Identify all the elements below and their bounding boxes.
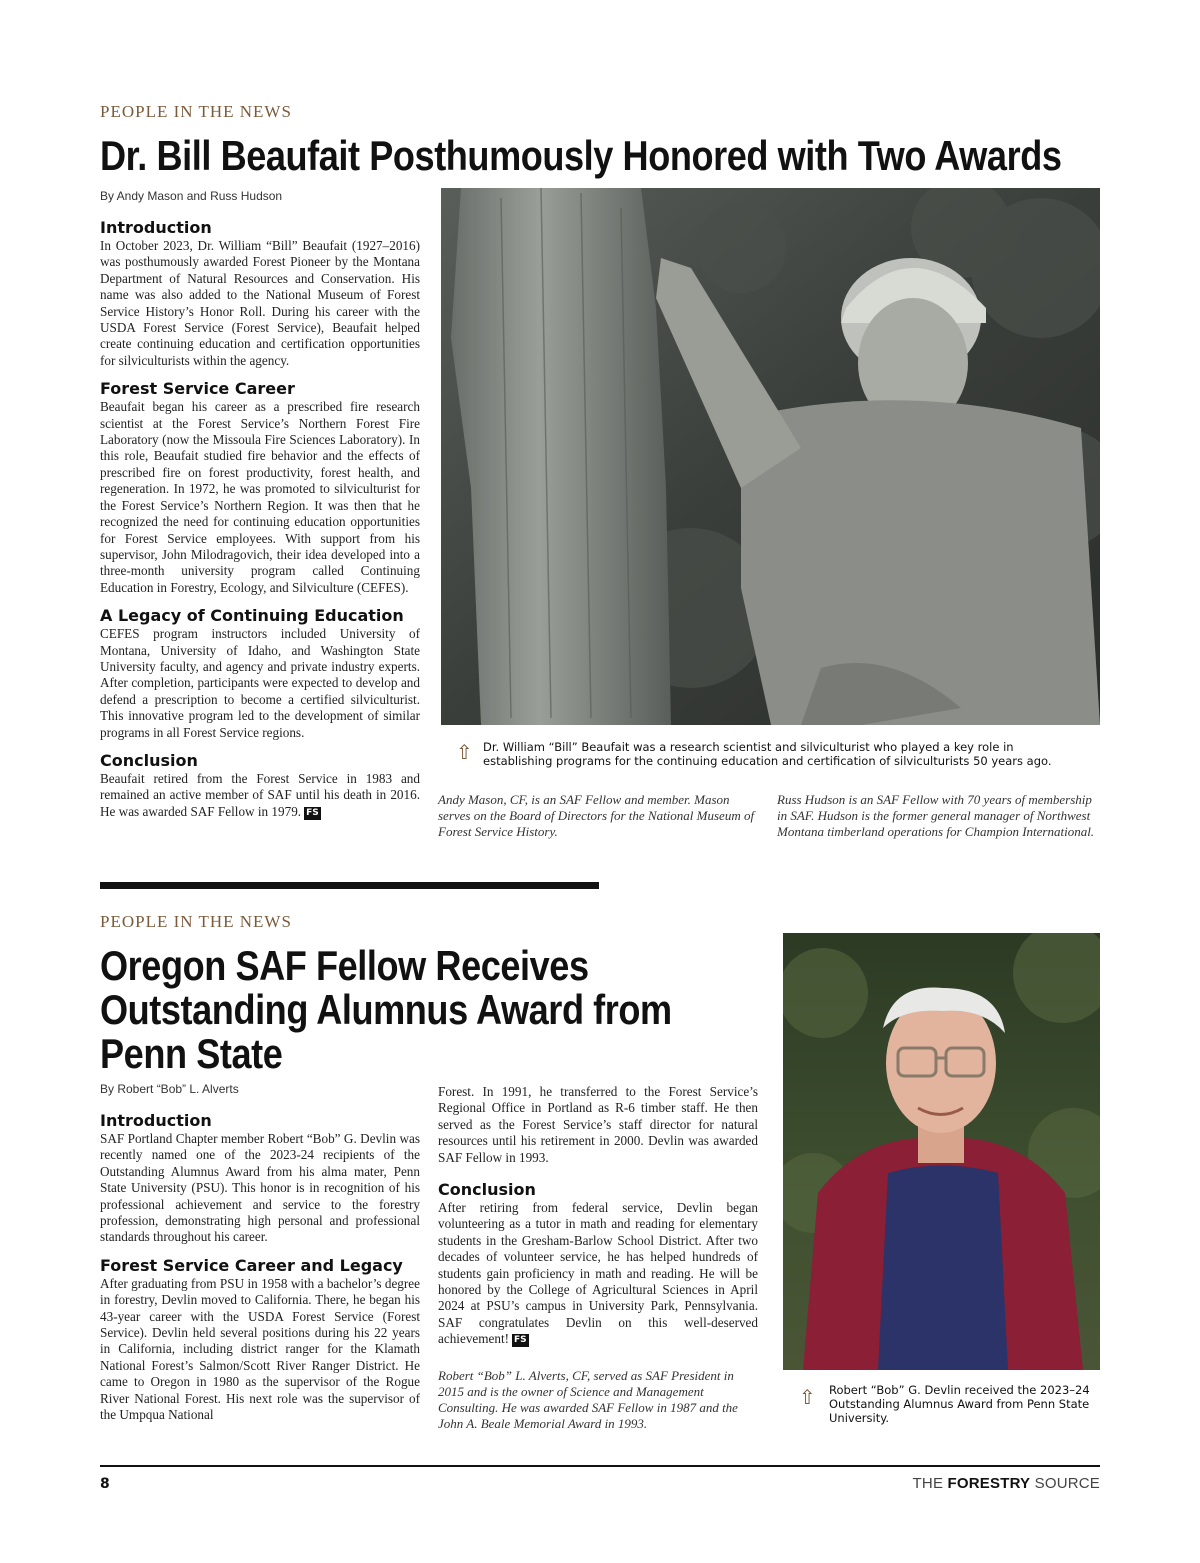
devlin-photo xyxy=(783,933,1100,1370)
magazine-name-the: THE xyxy=(912,1475,944,1492)
section-heading: Conclusion xyxy=(100,750,198,770)
paragraph-text: Beaufait retired from the Forest Service in 1983 and remained an active member of SAF until his death in 2016. He was awarded SAF Fellow in 1979. xyxy=(100,770,420,819)
section-heading: Conclusion xyxy=(438,1180,536,1200)
kicker: PEOPLE IN THE NEWS xyxy=(100,102,292,121)
beaufait-photo xyxy=(441,188,1100,725)
fs-end-mark: FS xyxy=(306,807,319,818)
section-heading: Forest Service Career and Legacy xyxy=(100,1255,403,1275)
photo-caption: Robert “Bob” G. Devlin received the 2023–24 Outstanding Alumnus Award from Penn State University. xyxy=(829,1383,1090,1425)
paragraph xyxy=(438,1200,758,1348)
arrow-up-outline-icon: ⇧ xyxy=(456,740,473,764)
section-conclusion xyxy=(438,1180,758,1348)
section-heading: Forest Service Career xyxy=(100,379,295,399)
article-body-col1 xyxy=(100,1111,420,1434)
magazine-name xyxy=(913,1475,1100,1492)
beaufait-photo-image xyxy=(441,188,1100,725)
paragraph: CEFES program instructors included University of Montana, University of Idaho, and Washington State University faculty, and agency and private industry experts. After completion, participants were expected to develop and defend a prescription to become a certified silviculturist. This innovative program led to the development of similar programs in all Forest Service regions. xyxy=(100,626,420,740)
magazine-name-forestry: FORESTRY xyxy=(947,1475,1031,1492)
article-title: Oregon SAF Fellow Receives Outstanding Alumnus Award from Penn State xyxy=(100,942,672,1078)
fs-end-mark: FS xyxy=(514,1335,527,1346)
section-conclusion xyxy=(100,751,420,820)
author-bio-mason: Andy Mason, CF, is an SAF Fellow and member. Mason serves on the Board of Directors for the National Museum of Forest Service History. xyxy=(438,792,755,839)
page-number: 8 xyxy=(100,1476,110,1492)
paragraph: Forest. In 1991, he transferred to the Forest Service’s Regional Office in Portland as R-6 timber staff. He then served as the Forest Service’s staff director for natural resources until his retirement in 2000. Devlin was awarded SAF Fellow in 1993. xyxy=(438,1084,758,1165)
section-heading: Introduction xyxy=(100,1111,212,1130)
section-career xyxy=(100,1256,420,1424)
section-heading: Introduction xyxy=(100,218,212,237)
section-divider xyxy=(100,882,599,889)
footer-rule xyxy=(100,1465,1100,1467)
section-heading: A Legacy of Continuing Education xyxy=(100,606,404,626)
article-body xyxy=(100,218,420,830)
paragraph: SAF Portland Chapter member Robert “Bob” G. Devlin was recently named one of the 2023-24 recipients of the Outstanding Alumnus Award from his alma mater, Penn State University (PSU). This honor is in recognition of his professional achievement and service to the forestry profession, demonstrating high personal and professional standards throughout his career. xyxy=(100,1131,420,1245)
section-introduction xyxy=(100,1111,420,1246)
devlin-photo-image xyxy=(783,933,1100,1370)
byline: By Andy Mason and Russ Hudson xyxy=(100,189,283,203)
section-introduction xyxy=(100,218,420,369)
article-title: Dr. Bill Beaufait Posthumously Honored with Two Awards xyxy=(100,132,1062,179)
author-bio-hudson: Russ Hudson is an SAF Fellow with 70 years of membership in SAF. Hudson is the former general manager of Northwest Montana timberland operations for Champion International. xyxy=(777,792,1095,839)
paragraph-text: After retiring from federal service, Devlin began volunteering as a tutor in math and reading for elementary students in the Gresham-Barlow School District. After two decades of volunteer service, he has helped hundreds of students gain proficiency in math and reading. He will be honored by the College of Agricultural Sciences in April 2024 at PSU’s campus in University Park, Pennsylvania. SAF congratulates Devlin on this well-deserved achievement! xyxy=(438,1200,758,1347)
photo-caption: Dr. William “Bill” Beaufait was a research scientist and silviculturist who played a key role in establishing programs for the continuing education and certification of silviculturists 50 years ago. xyxy=(483,740,1052,768)
author-bio-alverts: Robert “Bob” L. Alverts, CF, served as SAF President in 2015 and is the owner of Science and Management Consulting. He was awarded SAF Fellow in 1987 and the John A. Beale Memorial Award in 1993. xyxy=(438,1367,738,1431)
paragraph: Beaufait began his career as a prescribed fire research scientist at the Forest Service’s Northern Forest Fire Laboratory (now the Missoula Fire Sciences Laboratory). In this role, Beaufait studied fire behavior and the effects of prescribed fire on forest productivity, forest health, and regeneration. In 1972, he was promoted to silviculturist for the Forest Service’s Northern Region. It was then that he recognized the need for continuing education opportunities for Forest Service employees. With support from his supervisor, John Milodragovich, their idea developed into a three-month university program called Continuing Education in Forestry, Ecology, and Silviculture (CEFES). xyxy=(100,399,420,595)
section-legacy xyxy=(100,606,420,741)
byline: By Robert “Bob” L. Alverts xyxy=(100,1082,239,1096)
paragraph: After graduating from PSU in 1958 with a bachelor’s degree in forestry, Devlin moved to California. There, he began his 43-year career with the USDA Forest Service (Forest Service). Devlin held several positions during his 22 years in California, including district ranger for the Klamath National Forest’s Salmon/Scott River Ranger District. He came to Oregon in 1980 as the supervisor of the Rogue River National Forest. His next role was the supervisor of the Umpqua National xyxy=(100,1275,420,1423)
kicker: PEOPLE IN THE NEWS xyxy=(100,912,292,931)
magazine-name-source: SOURCE xyxy=(1034,1475,1100,1492)
paragraph: In October 2023, Dr. William “Bill” Beaufait (1927–2016) was posthumously awarded Forest Pioneer by the Montana Department of Natural Resources and Conservation. His name was also added to the National Museum of Forest Service History’s Honor Roll. During his career with the USDA Forest Service (Forest Service), Beaufait helped create continuing education and certification opportunities for silviculturists within the agency. xyxy=(100,238,420,368)
arrow-up-outline-icon: ⇧ xyxy=(799,1385,816,1409)
paragraph xyxy=(100,771,420,820)
article-body-col2 xyxy=(438,1084,758,1432)
section-forest-service-career xyxy=(100,379,420,596)
